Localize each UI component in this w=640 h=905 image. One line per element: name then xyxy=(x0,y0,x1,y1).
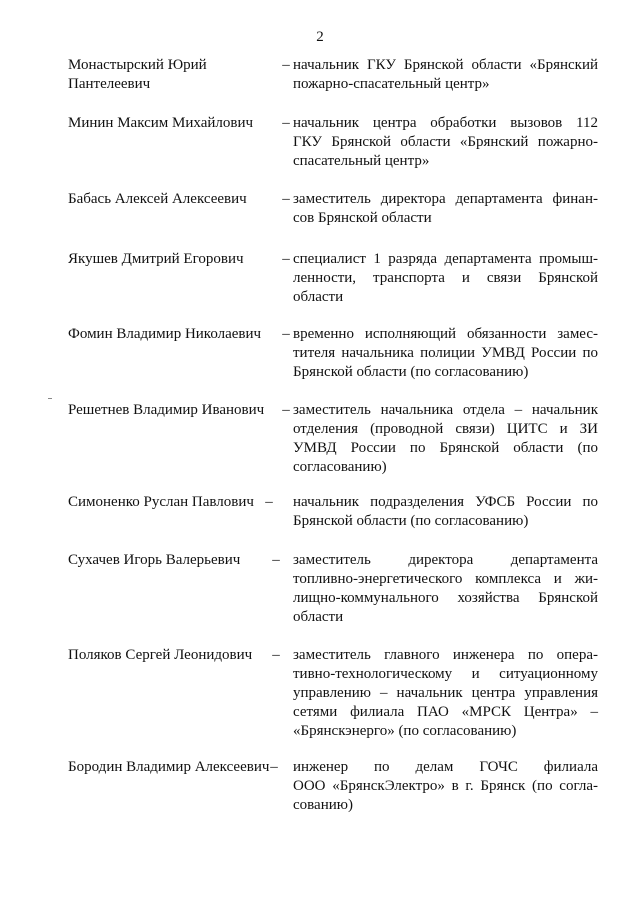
position-line: тивно-технологическому и ситуационному xyxy=(293,666,598,682)
position-line: отделения (проводной связи) ЦИТС и ЗИ xyxy=(293,421,598,437)
member-dash: – xyxy=(282,115,290,131)
member-position xyxy=(293,325,598,382)
position-line: Брянской области (по согласованию) xyxy=(293,513,529,529)
member-dash: – xyxy=(282,402,290,418)
position-line: сов Брянской области xyxy=(293,210,432,226)
position-line: сованию) xyxy=(293,797,353,813)
position-line: управлению – начальник центра управления xyxy=(293,685,598,701)
position-line: ленности, транспорта и связи Брянской xyxy=(293,270,598,286)
member-name: Симоненко Руслан Павлович xyxy=(68,494,254,510)
member-position xyxy=(293,401,598,477)
position-line: Брянской области (по согласованию) xyxy=(293,364,529,380)
position-line: области xyxy=(293,609,344,625)
member-dash: – xyxy=(265,494,273,510)
position-line: ООО «БрянскЭлектро» в г. Брянск (по согла- xyxy=(293,778,598,794)
position-line: спасательный центр» xyxy=(293,153,430,169)
position-line: заместитель начальника отдела – начальник xyxy=(293,402,598,418)
position-line: лищно-коммунального хозяйства Брянской xyxy=(293,590,598,606)
member-name: Бородин Владимир Алексеевич xyxy=(68,759,270,775)
member-dash: – xyxy=(272,552,280,568)
position-line: сетями филиала ПАО «МРСК Центра» – xyxy=(293,704,598,720)
member-name: Минин Максим Михайлович xyxy=(68,115,254,131)
position-line: инженер по делам ГОЧС филиала xyxy=(293,759,598,775)
member-position xyxy=(293,56,598,94)
member-position xyxy=(293,758,598,815)
position-line: временно исполняющий обязанности замес- xyxy=(293,326,598,342)
member-dash: – xyxy=(282,57,290,73)
position-line: заместитель директора департамента xyxy=(293,552,598,568)
position-line: заместитель директора департамента финан- xyxy=(293,191,598,207)
member-dash: – xyxy=(272,647,280,663)
position-line: пожарно-спасательный центр» xyxy=(293,76,490,92)
position-line: «Брянскэнерго» (по согласованию) xyxy=(293,723,517,739)
member-dash: – xyxy=(282,326,290,342)
member-name: Решетнев Владимир Иванович xyxy=(68,402,265,418)
position-line: топливно-энергетического комплекса и жи- xyxy=(293,571,598,587)
member-name: Фомин Владимир Николаевич xyxy=(68,326,262,342)
position-line: тителя начальника полиции УМВД России по xyxy=(293,345,598,361)
position-line: заместитель главного инженера по опера- xyxy=(293,647,598,663)
member-name: Сухачев Игорь Валерьевич xyxy=(68,552,241,568)
member-name: Бабась Алексей Алексеевич xyxy=(68,191,247,207)
member-dash: – xyxy=(282,251,290,267)
member-position xyxy=(293,646,598,741)
position-line: области xyxy=(293,289,344,305)
member-position xyxy=(293,551,598,627)
member-dash: – xyxy=(270,759,278,775)
position-line: начальник ГКУ Брянской области «Брянский xyxy=(293,57,598,73)
position-line: согласованию) xyxy=(293,459,387,475)
member-position xyxy=(293,114,598,171)
member-position xyxy=(293,493,598,531)
page-number: 2 xyxy=(316,29,324,45)
member-position xyxy=(293,190,598,228)
member-name: Поляков Сергей Леонидович xyxy=(68,647,253,663)
position-line: начальник подразделения УФСБ России по xyxy=(293,494,598,510)
position-line: начальник центра обработки вызовов 112 xyxy=(293,115,598,131)
position-line: ГКУ Брянской области «Брянский пожарно- xyxy=(293,134,598,150)
member-name: Якушев Дмитрий Егорович xyxy=(68,251,244,267)
position-line: УМВД России по Брянской области (по xyxy=(293,440,598,456)
member-position xyxy=(293,250,598,307)
position-line: специалист 1 разряда департамента промыш- xyxy=(293,251,598,267)
member-name: Монастырский Юрий Пантелеевич xyxy=(68,57,207,92)
member-dash: – xyxy=(282,191,290,207)
margin-mark xyxy=(48,398,52,399)
